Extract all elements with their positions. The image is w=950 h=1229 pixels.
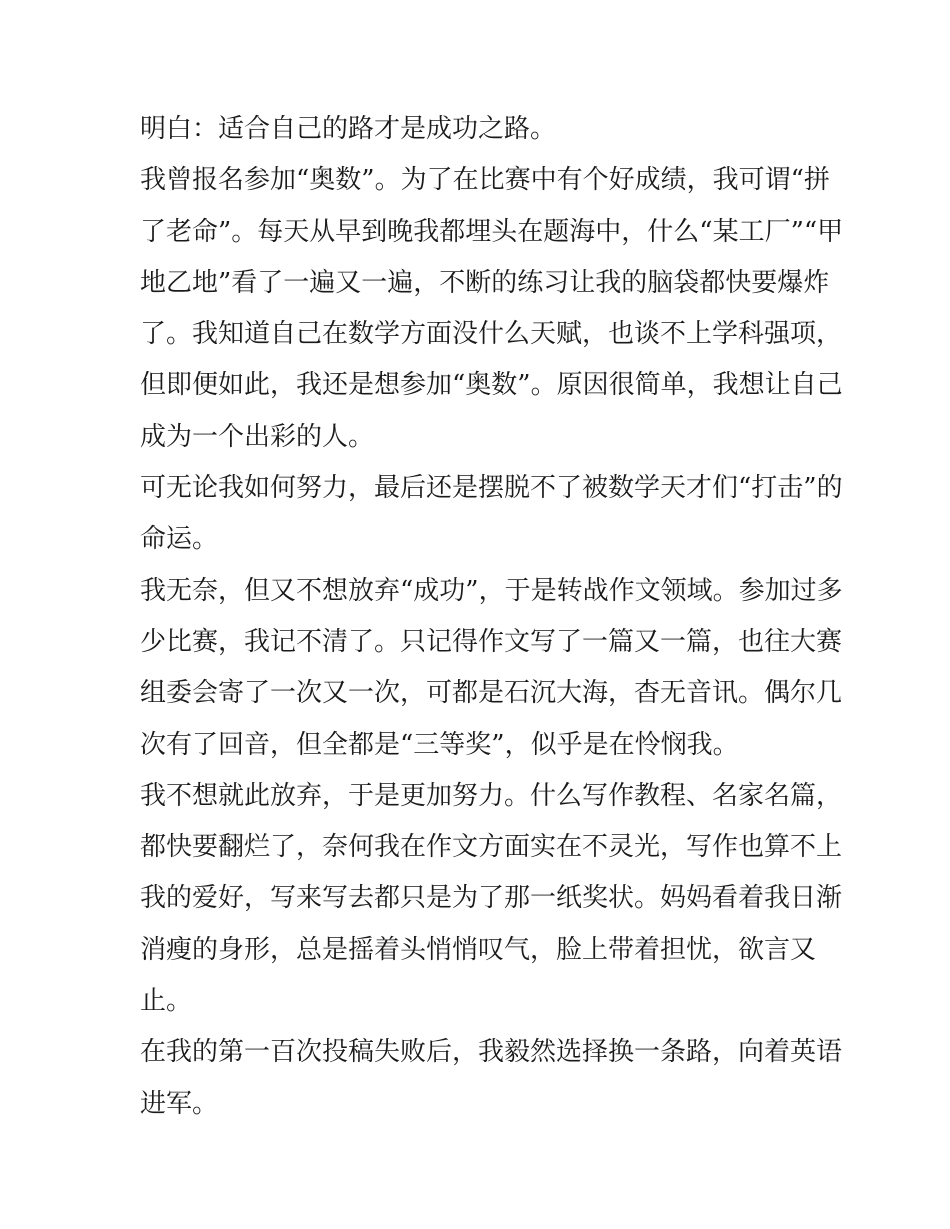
- text-line: 成为一个出彩的人。: [140, 421, 375, 452]
- text-line: 在我的第一百次投稿失败后，我毅然选择换一条路，向着英语: [140, 1037, 843, 1068]
- text-line: 都快要翻烂了，奈何我在作文方面实在不灵光，写作也算不上: [140, 832, 843, 863]
- text-line: 了老命”。每天从早到晚我都埋头在题海中，什么“某工厂”“甲: [140, 216, 844, 247]
- essay-body: [140, 104, 844, 1130]
- text-line: 但即便如此，我还是想参加“奥数”。原因很简单，我想让自己: [140, 370, 843, 401]
- text-line: 组委会寄了一次又一次，可都是石沉大海，杳无音讯。偶尔几: [140, 678, 843, 709]
- text-line: 少比赛，我记不清了。只记得作文写了一篇又一篇，也往大赛: [140, 626, 843, 657]
- text-line: 了。我知道自己在数学方面没什么天赋，也谈不上学科强项，: [140, 319, 843, 350]
- text-line: 进军。: [140, 1088, 219, 1119]
- text-line: 我的爱好，写来写去都只是为了那一纸奖状。妈妈看着我日渐: [140, 883, 843, 914]
- text-line: 我无奈，但又不想放弃“成功”，于是转战作文领域。参加过多: [140, 575, 843, 606]
- text-line: 可无论我如何努力，最后还是摆脱不了被数学天才们“打击”的: [140, 473, 843, 504]
- text-line: 止。: [140, 986, 193, 1017]
- text-line: 明白：适合自己的路才是成功之路。: [140, 114, 557, 144]
- text-line: 地乙地”看了一遍又一遍，不断的练习让我的脑袋都快要爆炸: [140, 267, 830, 298]
- text-line: 我不想就此放弃，于是更加努力。什么写作教程、名家名篇，: [140, 780, 843, 811]
- text-line: 我曾报名参加“奥数”。为了在比赛中有个好成绩，我可谓“拼: [140, 165, 830, 196]
- text-line: 消瘦的身形，总是摇着头悄悄叹气，脸上带着担忧，欲言又: [140, 934, 817, 965]
- text-line: 次有了回音，但全都是“三等奖”，似乎是在怜悯我。: [140, 729, 739, 760]
- text-line: 命运。: [140, 524, 219, 555]
